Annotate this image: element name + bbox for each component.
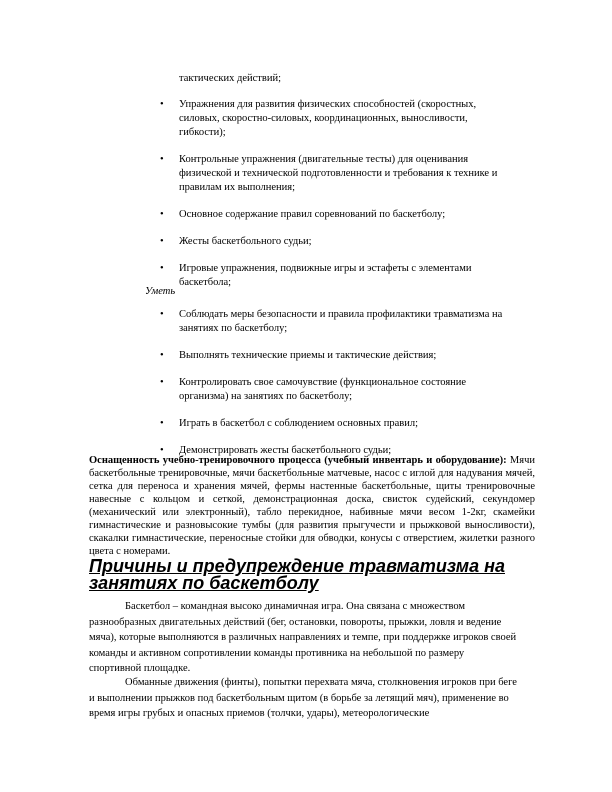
list-item-text: Демонстрировать жесты баскетбольного судьи; — [179, 445, 392, 456]
list-item — [160, 262, 505, 290]
list-item-text: Соблюдать меры безопасности и правила профилактики травматизма на занятиях по баскетболу; — [179, 309, 503, 334]
section-heading: Причины и предупреждение травматизма на занятиях по баскетболу — [89, 556, 505, 593]
list-item-text: Жесты баскетбольного судьи; — [179, 236, 312, 247]
list-item — [160, 376, 505, 404]
list-item-text: Основное содержание правил соревнований по баскетболу; — [179, 209, 446, 220]
bullet-icon: • — [160, 154, 164, 165]
list-item-text: Контролировать свое самочувствие (функциональное состояние организма) на занятиях по баскетболу; — [179, 377, 467, 402]
list-item — [160, 235, 505, 249]
equipment-heading: Оснащенность учебно-тренировочного процесса (учебный инвентарь и оборудование): — [89, 455, 507, 466]
list-item-text: Упражнения для развития физических способностей (скоростных, силовых, скоростно-силовых, координационных, выносливости, гибкости); — [179, 99, 477, 138]
list-item-text: Игровые упражнения, подвижные игры и эстафеты с элементами баскетбола; — [179, 263, 472, 288]
skills-label: Уметь — [145, 286, 176, 297]
equipment-text: Мячи баскетбольные тренировочные, мячи баскетбольные матчевые, насос с иглой для надувания мячей, сетка для переноса и хранения мячей, фермы настенные баскетбольные, щиты тренировочные навесные с кольцом и сеткой, демонстрационная доска, свисток судейский, секундомер (механический или электронный), табло перекидное, набивные мячи весом 1-2кг, скамейки гимнастические и разновысокие тумбы (для развития прыгучести и прыжковой выносливости), скакалки гимнастические, переносные стойки для обводки, конусы с отверстием, жилетки разного цвета с номерами. — [89, 455, 535, 557]
bullet-icon: • — [160, 236, 164, 247]
bullet-icon: • — [160, 377, 164, 388]
list-item — [160, 153, 505, 195]
bullet-icon: • — [160, 263, 164, 274]
paragraph-text: Баскетбол – командная высоко динамичная игра. Она связана с множеством разнообразных двигательных действий (бег, остановки, повороты, прыжки, ловля и ведение мяча), которые выполняются в различных направлениях и темпе, при поддержке игроков своей команды и активном сопротивлении команды противника на небольшой по размеру спортивной площадке. — [89, 601, 517, 674]
bullet-icon: • — [160, 418, 164, 429]
list-item — [160, 417, 505, 431]
equipment-paragraph — [89, 454, 535, 558]
list-item-text: Контрольные упражнения (двигательные тесты) для оценивания физической и технической подготовленности и требования к технике и правилам их выполнения; — [179, 154, 498, 193]
paragraph-text: Обманные движения (финты), попытки перехвата мяча, столкновения игроков при беге и выполнении прыжков под баскетбольным щитом (в борьбе за летящий мяч), применение во время игры грубых и опасных приемов (толчки, удары), метеорологические — [89, 677, 517, 719]
knowledge-list — [160, 98, 505, 303]
bullet-icon: • — [160, 445, 164, 456]
bullet-icon: • — [160, 99, 164, 110]
body-paragraph — [89, 675, 519, 722]
body-paragraph — [89, 599, 519, 677]
bullet-icon: • — [160, 350, 164, 361]
bullet-icon: • — [160, 309, 164, 320]
list-item — [160, 308, 505, 336]
list-item-text: Выполнять технические приемы и тактические действия; — [179, 350, 437, 361]
bullet-icon: • — [160, 209, 164, 220]
list-item — [160, 98, 505, 140]
list-item-text: Играть в баскетбол с соблюдением основных правил; — [179, 418, 418, 429]
list-continuation: тактических действий; — [179, 73, 281, 84]
list-item — [160, 349, 505, 363]
skills-list — [160, 308, 505, 471]
list-item — [160, 208, 505, 222]
